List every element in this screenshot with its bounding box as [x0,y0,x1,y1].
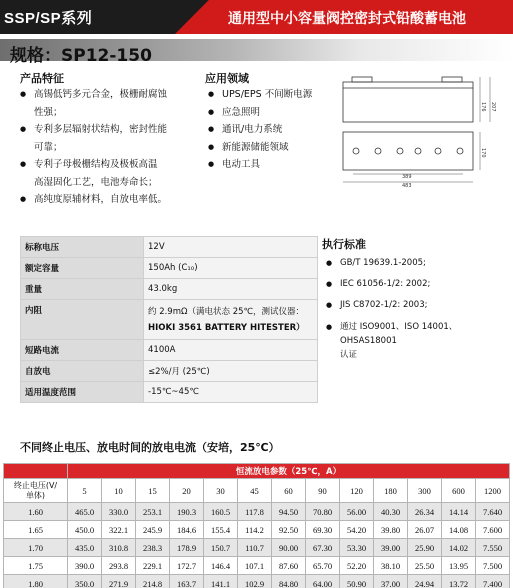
current-value-cell: 117.8 [238,503,272,521]
spec-row [21,300,318,340]
current-value-cell: 7.600 [476,521,510,539]
spec-row [21,237,318,258]
feature-item: ● 专利子母极栅结构及极板高温 高湿固化工艺，电池寿命长； [20,156,200,191]
current-value-cell: 190.3 [170,503,204,521]
current-value-cell: 7.400 [476,575,510,588]
table-row [4,521,510,539]
battery-top-view-icon [343,132,473,170]
application-item: ● 应急照明 [208,104,338,122]
cutoff-voltage-cell: 1.70 [4,539,68,557]
current-value-cell: 26.34 [408,503,442,521]
application-item: ● 新能源储能领域 [208,139,338,157]
current-value-cell: 178.9 [170,539,204,557]
current-value-cell: 163.7 [170,575,204,588]
standard-item: ● 通过 ISO9001、ISO 14001、OHSAS18001 认证 [326,320,511,362]
time-column-header: 300 [408,479,442,503]
current-value-cell: 390.0 [68,557,102,575]
current-value-cell: 39.80 [374,521,408,539]
table-row [4,503,510,521]
current-value-cell: 110.7 [238,539,272,557]
current-value-cell: 229.1 [136,557,170,575]
current-value-cell: 64.00 [306,575,340,588]
current-value-cell: 350.0 [68,575,102,588]
current-value-cell: 52.20 [340,557,374,575]
page-title: 通用型中小容量阀控密封式铅酸蓄电池 [228,11,466,27]
time-column-header: 30 [204,479,238,503]
current-value-cell: 84.80 [272,575,306,588]
dim-inner: 389 [402,174,412,180]
current-value-cell: 94.50 [272,503,306,521]
current-value-cell: 330.0 [102,503,136,521]
current-value-cell: 172.7 [170,557,204,575]
applications-title: 应用领域 [205,72,249,85]
current-value-cell: 53.30 [340,539,374,557]
table-row [4,575,510,588]
current-value-cell: 40.30 [374,503,408,521]
discharge-body [4,503,510,588]
current-value-cell: 150.7 [204,539,238,557]
current-value-cell: 38.10 [374,557,408,575]
current-value-cell: 155.4 [204,521,238,539]
current-value-cell: 7.550 [476,539,510,557]
current-value-cell: 253.1 [136,503,170,521]
spec-key: 自放电 [21,361,144,382]
spec-row [21,340,318,361]
spec-value: -15℃~45℃ [144,382,318,403]
time-column-header: 60 [272,479,306,503]
cutoff-voltage-cell: 1.80 [4,575,68,588]
standards-list [326,253,511,362]
model-label: 规格：SP12-150 [10,46,152,66]
spec-table [20,236,318,403]
spec-key: 适用温度范围 [21,382,144,403]
discharge-caption: 恒流放电参数（25℃，A） [68,464,510,479]
spec-key: 标称电压 [21,237,144,258]
dim-depth: 170 [480,148,486,158]
dim-height-total: 207 [490,102,496,112]
current-value-cell: 14.02 [442,539,476,557]
current-value-cell: 90.00 [272,539,306,557]
spec-value: ≤2%/月 (25℃) [144,361,318,382]
features-title: 产品特征 [20,72,64,85]
application-item: ● 电动工具 [208,156,338,174]
current-value-cell: 25.50 [408,557,442,575]
current-value-cell: 450.0 [68,521,102,539]
spec-row [21,279,318,300]
battery-front-view-icon [343,77,473,122]
feature-item: ● 专利多层辐射状结构，密封性能 可靠； [20,121,200,156]
current-value-cell: 7.500 [476,557,510,575]
current-value-cell: 39.00 [374,539,408,557]
spec-key: 额定容量 [21,258,144,279]
current-value-cell: 14.08 [442,521,476,539]
spec-value: 43.0kg [144,279,318,300]
dim-width: 483 [402,183,412,188]
current-value-cell: 67.30 [306,539,340,557]
time-column-header: 10 [102,479,136,503]
current-value-cell: 214.8 [136,575,170,588]
spec-value-line: HIOKI 3561 BATTERY HITESTER） [148,322,305,333]
spec-value: 12V [144,237,318,258]
current-value-cell: 65.70 [306,557,340,575]
current-value-cell: 114.2 [238,521,272,539]
current-value-cell: 50.90 [340,575,374,588]
current-value-cell: 70.80 [306,503,340,521]
spec-row [21,382,318,403]
cutoff-voltage-cell: 1.65 [4,521,68,539]
current-value-cell: 24.94 [408,575,442,588]
standards-title: 执行标准 [322,238,366,251]
cutoff-voltage-cell: 1.60 [4,503,68,521]
current-value-cell: 54.20 [340,521,374,539]
current-value-cell: 238.3 [136,539,170,557]
spec-key: 短路电流 [21,340,144,361]
current-value-cell: 107.1 [238,557,272,575]
time-column-header: 5 [68,479,102,503]
table-row [4,557,510,575]
dim-height-front: 176 [480,102,486,112]
current-value-cell: 465.0 [68,503,102,521]
application-item: ● UPS/EPS 不间断电源 [208,86,338,104]
spec-value: 150Ah (C₁₀) [144,258,318,279]
current-value-cell: 92.50 [272,521,306,539]
series-label: SSP/SP系列 [4,10,93,27]
time-column-header: 20 [170,479,204,503]
discharge-header-row [4,479,510,503]
current-value-cell: 245.9 [136,521,170,539]
time-column-header: 45 [238,479,272,503]
features-list [20,86,200,209]
current-value-cell: 310.8 [102,539,136,557]
time-column-header: 15 [136,479,170,503]
current-value-cell: 293.8 [102,557,136,575]
cutoff-voltage-cell: 1.75 [4,557,68,575]
current-value-cell: 87.60 [272,557,306,575]
current-value-cell: 141.1 [204,575,238,588]
current-value-cell: 7.640 [476,503,510,521]
discharge-section-title: 不同终止电压、放电时间的放电电流（安培，25℃） [20,441,280,454]
table-row [4,539,510,557]
current-value-cell: 69.30 [306,521,340,539]
current-value-cell: 184.6 [170,521,204,539]
standard-item: ● IEC 61056-1/2: 2002; [326,274,511,295]
current-value-cell: 160.5 [204,503,238,521]
current-value-cell: 37.00 [374,575,408,588]
current-value-cell: 322.1 [102,521,136,539]
current-value-cell: 271.9 [102,575,136,588]
current-value-cell: 13.95 [442,557,476,575]
time-column-header: 180 [374,479,408,503]
battery-dimension-drawing [338,68,508,188]
spec-row [21,258,318,279]
spec-key: 重量 [21,279,144,300]
current-value-cell: 13.72 [442,575,476,588]
application-item: ● 通讯/电力系统 [208,121,338,139]
feature-item: ● 高锡低钙多元合金，极栅耐腐蚀 性强； [20,86,200,121]
current-value-cell: 14.14 [442,503,476,521]
time-column-header: 1200 [476,479,510,503]
time-column-header: 120 [340,479,374,503]
standard-item: ● GB/T 19639.1-2005; [326,253,511,274]
current-value-cell: 56.00 [340,503,374,521]
time-column-header: 90 [306,479,340,503]
spec-row [21,361,318,382]
applications-list [208,86,338,174]
feature-item: ● 高纯度原辅材料，自放电率低。 [20,191,200,209]
spec-value: 4100A [144,340,318,361]
current-value-cell: 146.4 [204,557,238,575]
spec-key: 内阻 [21,300,144,340]
standard-item: ● JIS C8702-1/2: 2003; [326,295,511,316]
current-value-cell: 435.0 [68,539,102,557]
discharge-table [3,463,510,588]
spec-value-line: 约 2.9mΩ（满电状态 25℃，测试仪器： [148,306,305,317]
current-value-cell: 25.90 [408,539,442,557]
spec-value [144,300,318,340]
caption-left-cell [4,464,68,479]
time-column-header: 600 [442,479,476,503]
current-value-cell: 26.07 [408,521,442,539]
current-value-cell: 102.9 [238,575,272,588]
header-voltage-label: 终止电压(V/ 单体) [4,479,68,503]
